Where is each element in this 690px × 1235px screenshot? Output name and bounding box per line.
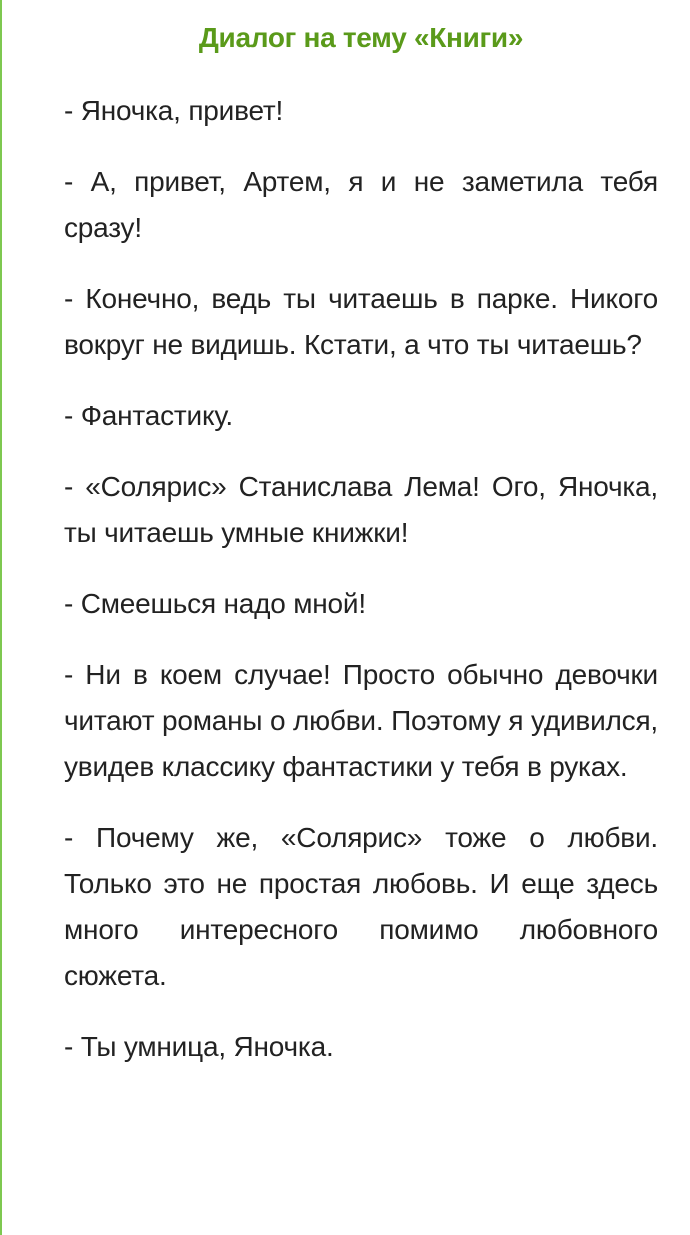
dialog-line-5: - «Солярис» Станислава Лема! Ого, Яночка, ты читаешь умные книжки! [64,471,658,548]
dialog-line-2: - А, привет, Артем, я и не заметила тебя сразу! [64,166,658,243]
left-accent-rule [0,0,2,1235]
document-body [64,0,658,1070]
page-title: Диалог на тему «Книги» [198,22,524,53]
dialog-line-3: - Конечно, ведь ты читаешь в парке. Никого вокруг не видишь. Кстати, а что ты читаешь? [64,283,658,360]
dialog-line-1: - Яночка, привет! [64,95,284,126]
dialog-line-9: - Ты умница, Яночка. [64,1031,334,1062]
dialog-line-8: - Почему же, «Солярис» тоже о любви. Только это не простая любовь. И еще здесь много интересного помимо любовного сюжета. [64,822,658,991]
dialog-line-4: - Фантастику. [64,400,233,431]
dialog-line-6: - Смеешься надо мной! [64,588,366,619]
dialog-line-7: - Ни в коем случае! Просто обычно девочки читают романы о любви. Поэтому я удивился, увидев классику фантастики у тебя в руках. [64,659,658,782]
